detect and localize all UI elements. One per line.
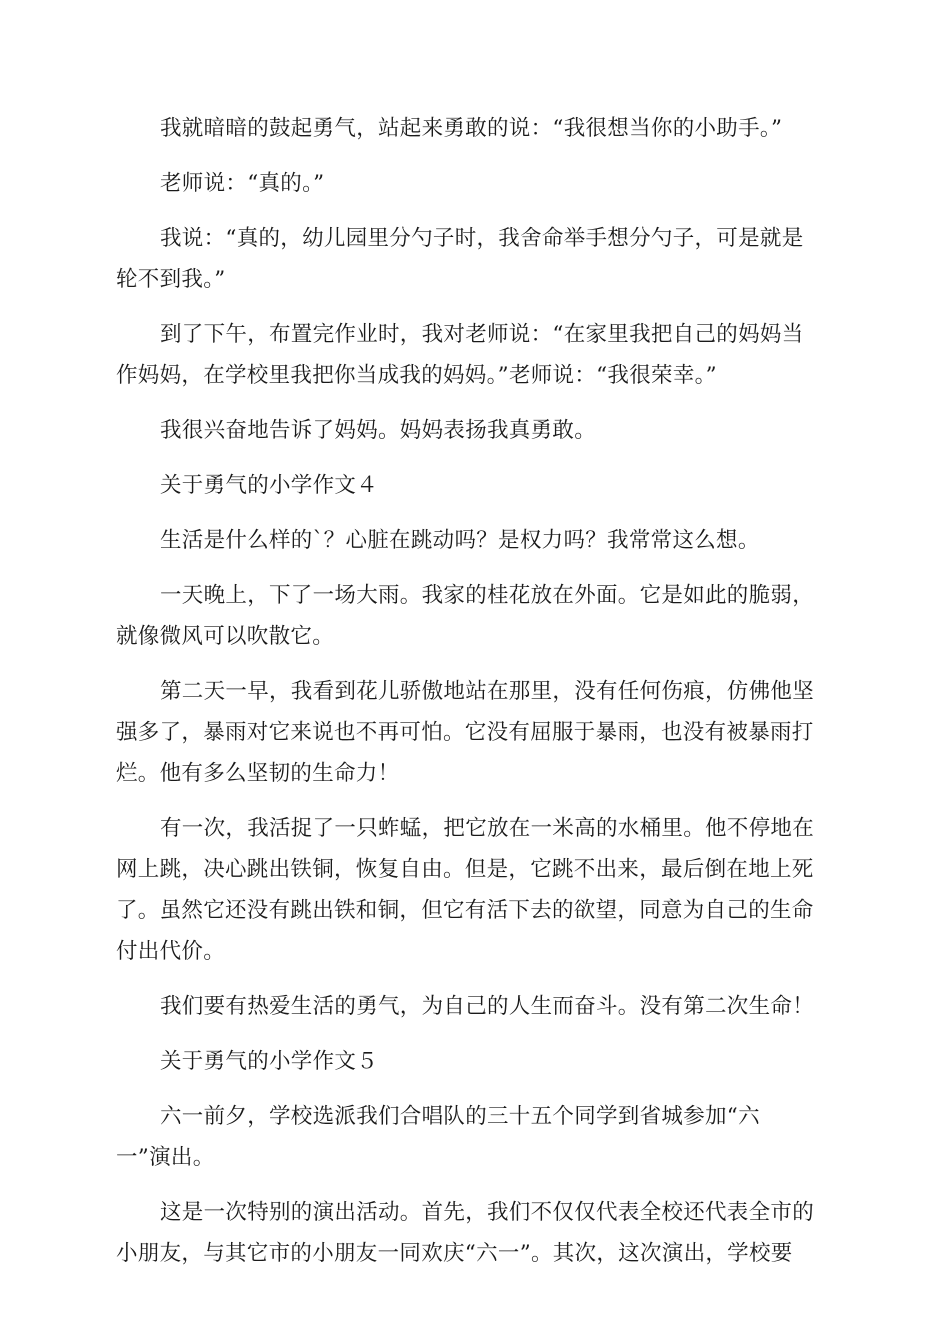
paragraph <box>116 1096 834 1178</box>
paragraph-line: 强多了，暴雨对它来说也不再可怕。它没有屈服于暴雨，也没有被暴雨打 <box>116 720 814 745</box>
paragraph <box>116 218 834 300</box>
paragraph <box>116 465 834 506</box>
paragraph-line: 就像微风可以吹散它。 <box>116 624 335 649</box>
paragraph-line: 我很兴奋地告诉了妈妈。妈妈表扬我真勇敢。 <box>160 418 597 443</box>
paragraph <box>116 808 834 972</box>
paragraph <box>116 986 834 1027</box>
paragraph <box>116 575 834 657</box>
paragraph-line: 我说：“真的，幼儿园里分勺子时，我舍命举手想分勺子，可是就是 <box>160 226 804 251</box>
paragraph-line: 关于勇气的小学作文４ <box>160 473 379 498</box>
paragraph-line: 有一次，我活捉了一只蚱蜢，把它放在一米高的水桶里。他不停地在 <box>160 816 815 841</box>
paragraph-line: 网上跳，决心跳出铁铜，恢复自由。但是，它跳不出来，最后倒在地上死 <box>116 857 814 882</box>
document-body <box>116 108 834 1288</box>
paragraph-line: 我就暗暗的鼓起勇气，站起来勇敢的说：“我很想当你的小助手。” <box>160 116 783 141</box>
paragraph-line: 关于勇气的小学作文５ <box>160 1049 379 1074</box>
paragraph-line: 一”演出。 <box>116 1145 215 1170</box>
paragraph <box>116 671 834 794</box>
paragraph-line: 小朋友，与其它市的小朋友一同欢庆“六一”。其次，这次演出，学校要 <box>116 1241 793 1266</box>
paragraph-line: 我们要有热爱生活的勇气，为自己的人生而奋斗。没有第二次生命！ <box>160 994 815 1019</box>
paragraph-line: 一天晚上，下了一场大雨。我家的桂花放在外面。它是如此的脆弱， <box>160 583 815 608</box>
paragraph-line: 轮不到我。” <box>116 267 226 292</box>
paragraph-line: 作妈妈，在学校里我把你当成我的妈妈。”老师说：“我很荣幸。” <box>116 363 717 388</box>
paragraph-line: 了。虽然它还没有跳出铁和铜，但它有活下去的欲望，同意为自己的生命 <box>116 898 814 923</box>
paragraph <box>116 1041 834 1082</box>
paragraph <box>116 410 834 451</box>
paragraph <box>116 163 834 204</box>
paragraph-line: 这是一次特别的演出活动。首先，我们不仅仅代表全校还代表全市的 <box>160 1200 815 1225</box>
paragraph-line: 到了下午，布置完作业时，我对老师说：“在家里我把自己的妈妈当 <box>160 322 804 347</box>
paragraph <box>116 1192 834 1274</box>
paragraph-line: 付出代价。 <box>116 939 226 964</box>
paragraph <box>116 108 834 149</box>
paragraph-line: 六一前夕，学校选派我们合唱队的三十五个同学到省城参加“六 <box>160 1104 760 1129</box>
paragraph-line: 老师说：“真的。” <box>160 171 325 196</box>
paragraph-line: 生活是什么样的`？心脏在跳动吗？是权力吗？我常常这么想。 <box>160 528 760 553</box>
paragraph-line: 烂。他有多么坚韧的生命力！ <box>116 761 400 786</box>
paragraph <box>116 314 834 396</box>
paragraph-line: 第二天一早，我看到花儿骄傲地站在那里，没有任何伤痕，仿佛他坚 <box>160 679 815 704</box>
paragraph <box>116 520 834 561</box>
